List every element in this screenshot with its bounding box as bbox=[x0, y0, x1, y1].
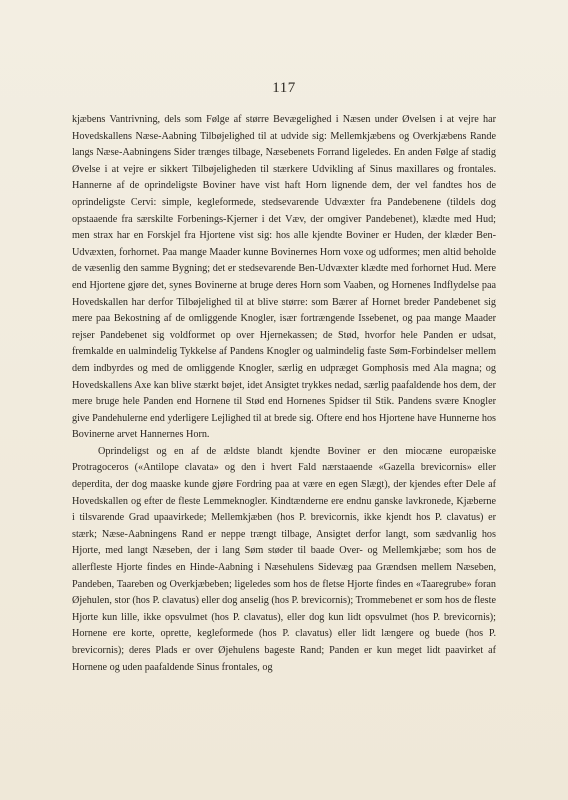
page-number: 117 bbox=[272, 80, 296, 96]
body-text bbox=[72, 112, 496, 676]
paragraph-2: Oprindeligst og en af de ældste blandt kjendte Boviner er den miocæne europæiske Protragoceros («Antilope clavata» og den i hvert Fald nærstaaende «Gazella brevicornis» eller deperdita, der dog maaske kunde gjøre Fordring paa at være en egen Slægt), der kjendes efter Dele af Hovedskallen og efter de fleste Lemmeknogler. Kindtænderne ere endnu ganske lavkronede, Kjæberne i tilsvarende Grad upaavirkede; Mellemkjæben (hos P. brevicornis, ikke kjendt hos P. clavatus) er stærk; Næse-Aabningens Rand er neppe trængt tilbage, Ansigtet derfor langt, som sædvanlig hos Hjorte, med langt Næseben, der i lang Søm støder til baade Over- og Mellemkjæbe; som hos de allerfleste Hjorte findes en Hinde-Aabning i Næsehulens Sidevæg paa Grændsen mellem Næseben, Pandeben, Taareben og Overkjæbeben; ligeledes som hos de fletse Hjorte findes en «Taaregrube» foran Øjehulen, stor (hos P. clavatus) eller dog anselig (hos P. brevicornis); Trommebenet er som hos de fleste Hjorte kun lille, ikke opsvulmet (hos P. clavatus), eller dog kun lidt opsvulmet (hos P. brevicornis); Hornene ere korte, oprette, kegleformede (hos P. clavatus) eller lidt længere og buede (hos P. brevicornis); deres Plads er over Øjehulens bageste Rand; Panden er kun meget lidt paavirket af Hornene og uden paafaldende Sinus frontales, og bbox=[72, 445, 496, 673]
paragraph-1: kjæbens Vantrivning, dels som Følge af større Bevægelighed i Næsen under Øvelsen i at vejre har Hovedskallens Næse-Aabning Tilbøjelighed til at udvide sig: Mellemkjæbens og Overkjæbens Rande langs Næse-Aabningens Sider trænges tilbage, Næsebenets Forrand ligeledes. En anden Følge af stadig Øvelse i at vejre er sikkert Tilbøjeligheden til stærkere Udvikling af Sinus maxillares og frontales. Hannerne af de oprindeligste Boviner have vist haft Horn lignende dem, der vel fandtes hos de oprindeligste Cervi: simple, kegleformede, stedsevarende Udvæxter fra Pandebenene (tildels dog opstaaende fra særskilte Forbenings-Kjerner i det Væv, der omgiver Pandebenet), klædte med Hud; men strax har en Forskjel fra Hjortene vist sig: hos alle kjendte Boviner er Huden, der klæder Ben-Udvæxten, forhornet. Paa mange Maader kunne Bovinernes Horn voxe og udformes; men altid beholde de væsenlig den samme Bygning; det er stedsevarende Ben-Udvæxter klædte med forhornet Hud. Mere end Hjortene gjøre det, synes Bovinerne at bruge deres Horn som Vaaben, og Hornenes Indflydelse paa Hovedskallen har derfor Tilbøjelighed til at blive større: som Bærer af Hornet breder Pandebenet sig mere paa Bekostning af de omliggende Knogler, især fortrængende Issebenet, og paa mange Maader rejser Pandebenet sig voldformet op over Hjernekassen; de Stød, hvorfor hele Panden er udsat, fremkalde en ualmindelig Tykkelse af Pandens Knogler og ualmindelig faste Søm-Forbindelser mellem dem indbyrdes og med de omliggende Knogler, særlig en udpræget Gomphosis med Ala magna; og Hovedskallens Axe kan blive stærkt bøjet, idet Ansigtet trykkes nedad, særlig paafaldende hos dem, der mere bruge hele Panden end Hornene til Stød end Hornenes Spidser til Stik. Pandens svære Knogler give Pandehulerne end yderligere Lejlighed til at brede sig. Oftere end hos Hjortene have Hunnerne hos Bovinerne arvet Hannernes Horn. bbox=[72, 114, 496, 441]
